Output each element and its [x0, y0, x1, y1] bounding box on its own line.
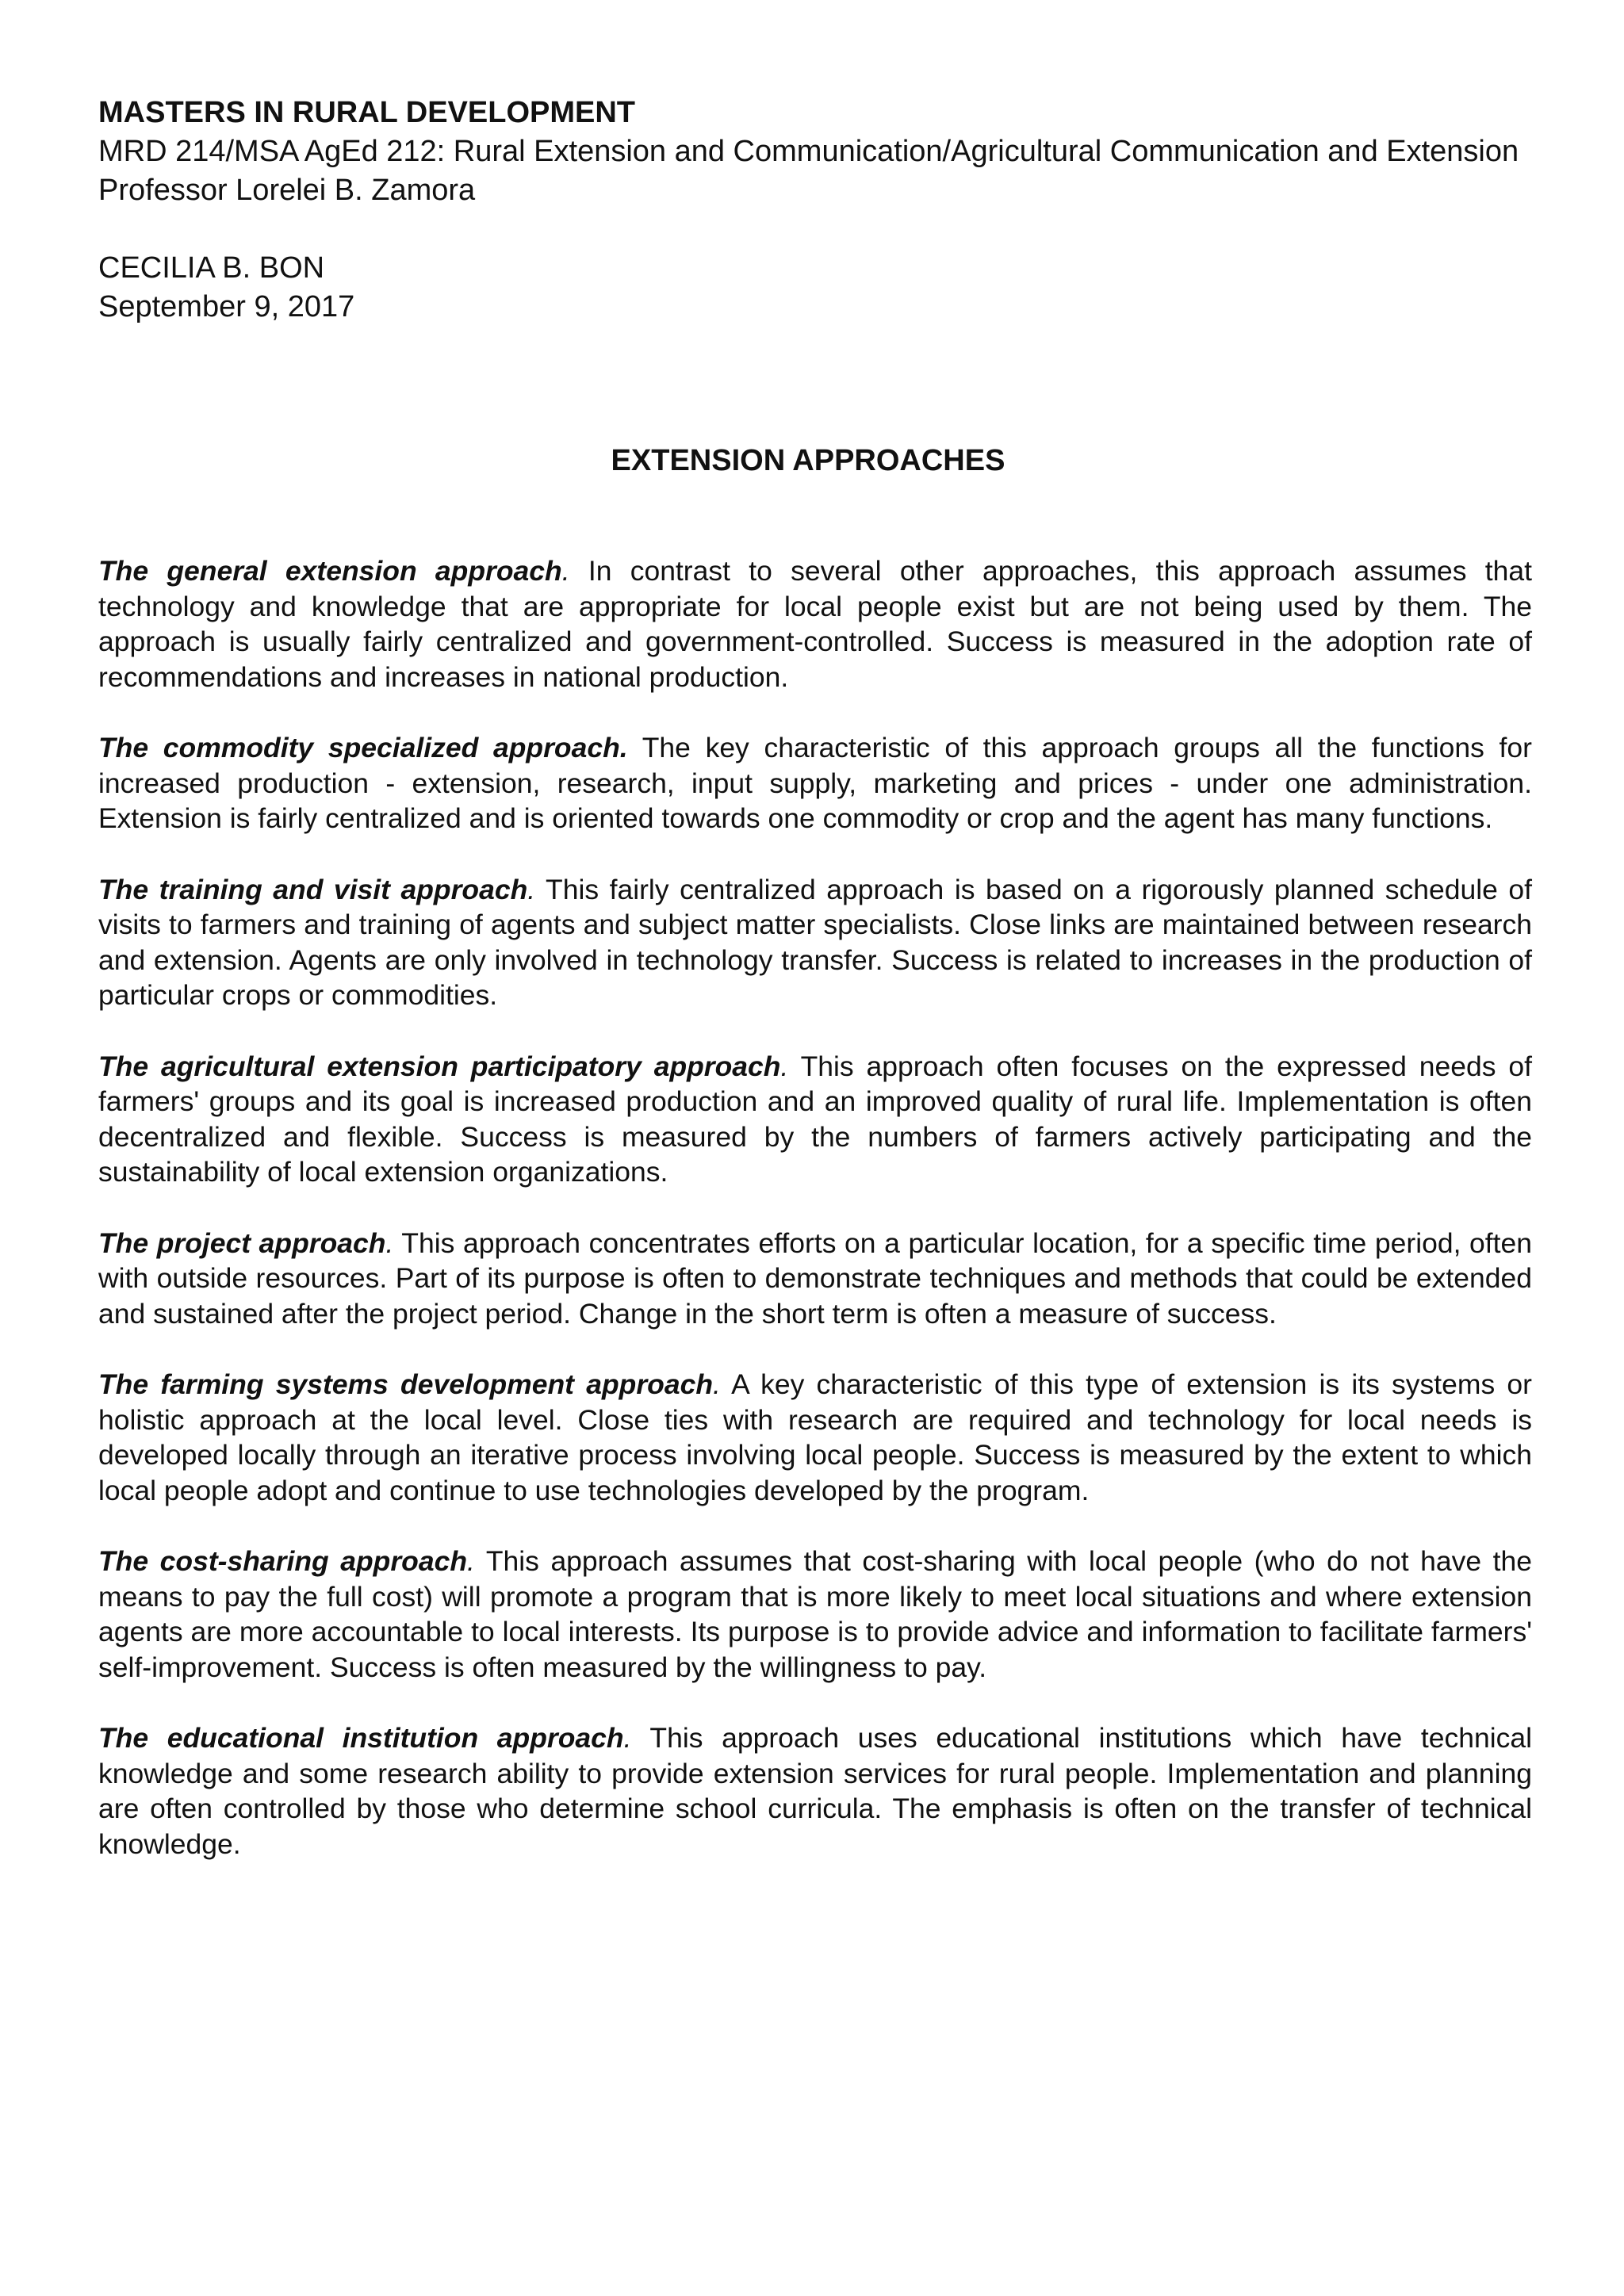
approach-body: This approach concentrates efforts on a particular location, for a specific time period, often with outside resources. Part of its purpose is often to demonstrate techniques and methods that could be extended and sustained after the project period. Change in the short term is often a measure of success.	[98, 1226, 1532, 1330]
approach-paragraph: The educational institution approach. This approach uses educational institutions which have technical knowledge and some research ability to provide extension services for rural people. Implementation and planning are often controlled by those who determine school curricula. The emphasis is often on the transfer of technical knowledge.	[98, 1722, 1532, 1860]
approach-name: The training and visit approach	[98, 873, 528, 905]
approach-body: A key characteristic of this type of extension is its systems or holistic approach at the local level. Close ties with research are required and technology for local needs is developed locally through an iterative process involving local people. Success is measured by the extent to which local people adopt and continue to use technologies developed by the program.	[98, 1368, 1533, 1506]
approach-body: The key characteristic of this approach groups all the functions for increased production - extension, research, input supply, marketing and prices - under one administration. Extension is fairly centralized and is oriented towards one commodity or crop and the agent has many functions.	[98, 732, 1532, 834]
course-header	[98, 94, 1532, 210]
approach-paragraph: The general extension approach. In contrast to several other approaches, this approach assumes that technology and knowledge that are appropriate for local people exist but are not being used by them. The approach is usually fairly centralized and government-controlled. Success is measured in the adoption rate of recommendations and increases in national production.	[98, 555, 1532, 693]
document-title: EXTENSION APPROACHES	[611, 444, 1005, 477]
course-title: MRD 214/MSA AgEd 212: Rural Extension and Communication/Agricultural Communication and Extension	[98, 135, 1519, 168]
approach-name: The cost-sharing approach	[98, 1545, 468, 1577]
approach-paragraph: The agricultural extension participatory approach. This approach often focuses on the expressed needs of farmers' groups and its goal is increased production and an improved quality of rural life. Implementation is often decentralized and flexible. Success is measured by the numbers of farmers actively participating and the sustainability of local extension organizations.	[98, 1050, 1532, 1188]
submission-date: September 9, 2017	[98, 290, 355, 323]
approach-name: The farming systems development approach	[98, 1368, 714, 1400]
approach-body: This approach assumes that cost-sharing with local people (who do not have the means to pay the full cost) will promote a program that is more likely to meet local situations and where extension agents are more accountable to local interests. Its purpose is to provide advice and information to facilitate farmers' self-improvement. Success is often measured by the willingness to pay.	[98, 1545, 1532, 1683]
document-page	[98, 94, 1532, 1897]
approach-name: The educational institution approach	[98, 1722, 624, 1754]
approach-paragraph: The farming systems development approach. A key characteristic of this type of extension is its systems or holistic approach at the local level. Close ties with research are required and technology for local needs is developed locally through an iterative process involving local people. Success is measured by the extent to which local people adopt and continue to use technologies developed by the program.	[98, 1368, 1533, 1506]
approach-name: The general extension approach	[98, 555, 562, 587]
approach-paragraph: The training and visit approach. This fairly centralized approach is based on a rigorously planned schedule of visits to farmers and training of agents and subject matter specialists. Close links are maintained between research and extension. Agents are only involved in technology transfer. Success is related to increases in the production of particular crops or commodities.	[98, 873, 1532, 1011]
approach-body: This approach uses educational institutions which have technical knowledge and some research ability to provide extension services for rural people. Implementation and planning are often controlled by those who determine school curricula. The emphasis is often on the transfer of technical knowledge.	[98, 1722, 1532, 1860]
approach-paragraph: The commodity specialized approach. The key characteristic of this approach groups all the functions for increased production - extension, research, input supply, marketing and prices - under one administration. Extension is fairly centralized and is oriented towards one commodity or crop and the agent has many functions.	[98, 732, 1532, 834]
author-name: CECILIA B. BON	[98, 251, 325, 285]
approach-paragraph: The project approach. This approach concentrates efforts on a particular location, for a specific time period, often with outside resources. Part of its purpose is often to demonstrate techniques and methods that could be extended and sustained after the project period. Change in the short term is often a measure of success.	[98, 1226, 1532, 1330]
program-title: MASTERS IN RURAL DEVELOPMENT	[98, 96, 636, 129]
approach-body: This approach often focuses on the expressed needs of farmers' groups and its goal is increased production and an improved quality of rural life. Implementation is often decentralized and flexible. Success is measured by the numbers of farmers actively participating and the sustainability of local extension organizations.	[98, 1050, 1532, 1188]
approach-body: In contrast to several other approaches, this approach assumes that technology and knowledge that are appropriate for local people exist but are not being used by them. The approach is usually fairly centralized and government-controlled. Success is measured in the adoption rate of recommendations and increases in national production.	[98, 555, 1532, 693]
approaches-list	[98, 553, 1532, 1862]
approach-body: This fairly centralized approach is based on a rigorously planned schedule of visits to farmers and training of agents and subject matter specialists. Close links are maintained between research and extension. Agents are only involved in technology transfer. Success is related to increases in the production of particular crops or commodities.	[98, 873, 1532, 1011]
approach-name: The commodity specialized approach	[98, 732, 620, 763]
author-block	[98, 249, 1532, 327]
approach-paragraph: The cost-sharing approach. This approach assumes that cost-sharing with local people (who do not have the means to pay the full cost) will promote a program that is more likely to meet local situations and where extension agents are more accountable to local interests. Its purpose is to provide advice and information to facilitate farmers' self-improvement. Success is often measured by the willingness to pay.	[98, 1545, 1532, 1683]
professor-name: Professor Lorelei B. Zamora	[98, 174, 476, 207]
approach-name: The project approach	[98, 1226, 386, 1259]
approach-name: The agricultural extension participatory approach	[98, 1050, 781, 1082]
